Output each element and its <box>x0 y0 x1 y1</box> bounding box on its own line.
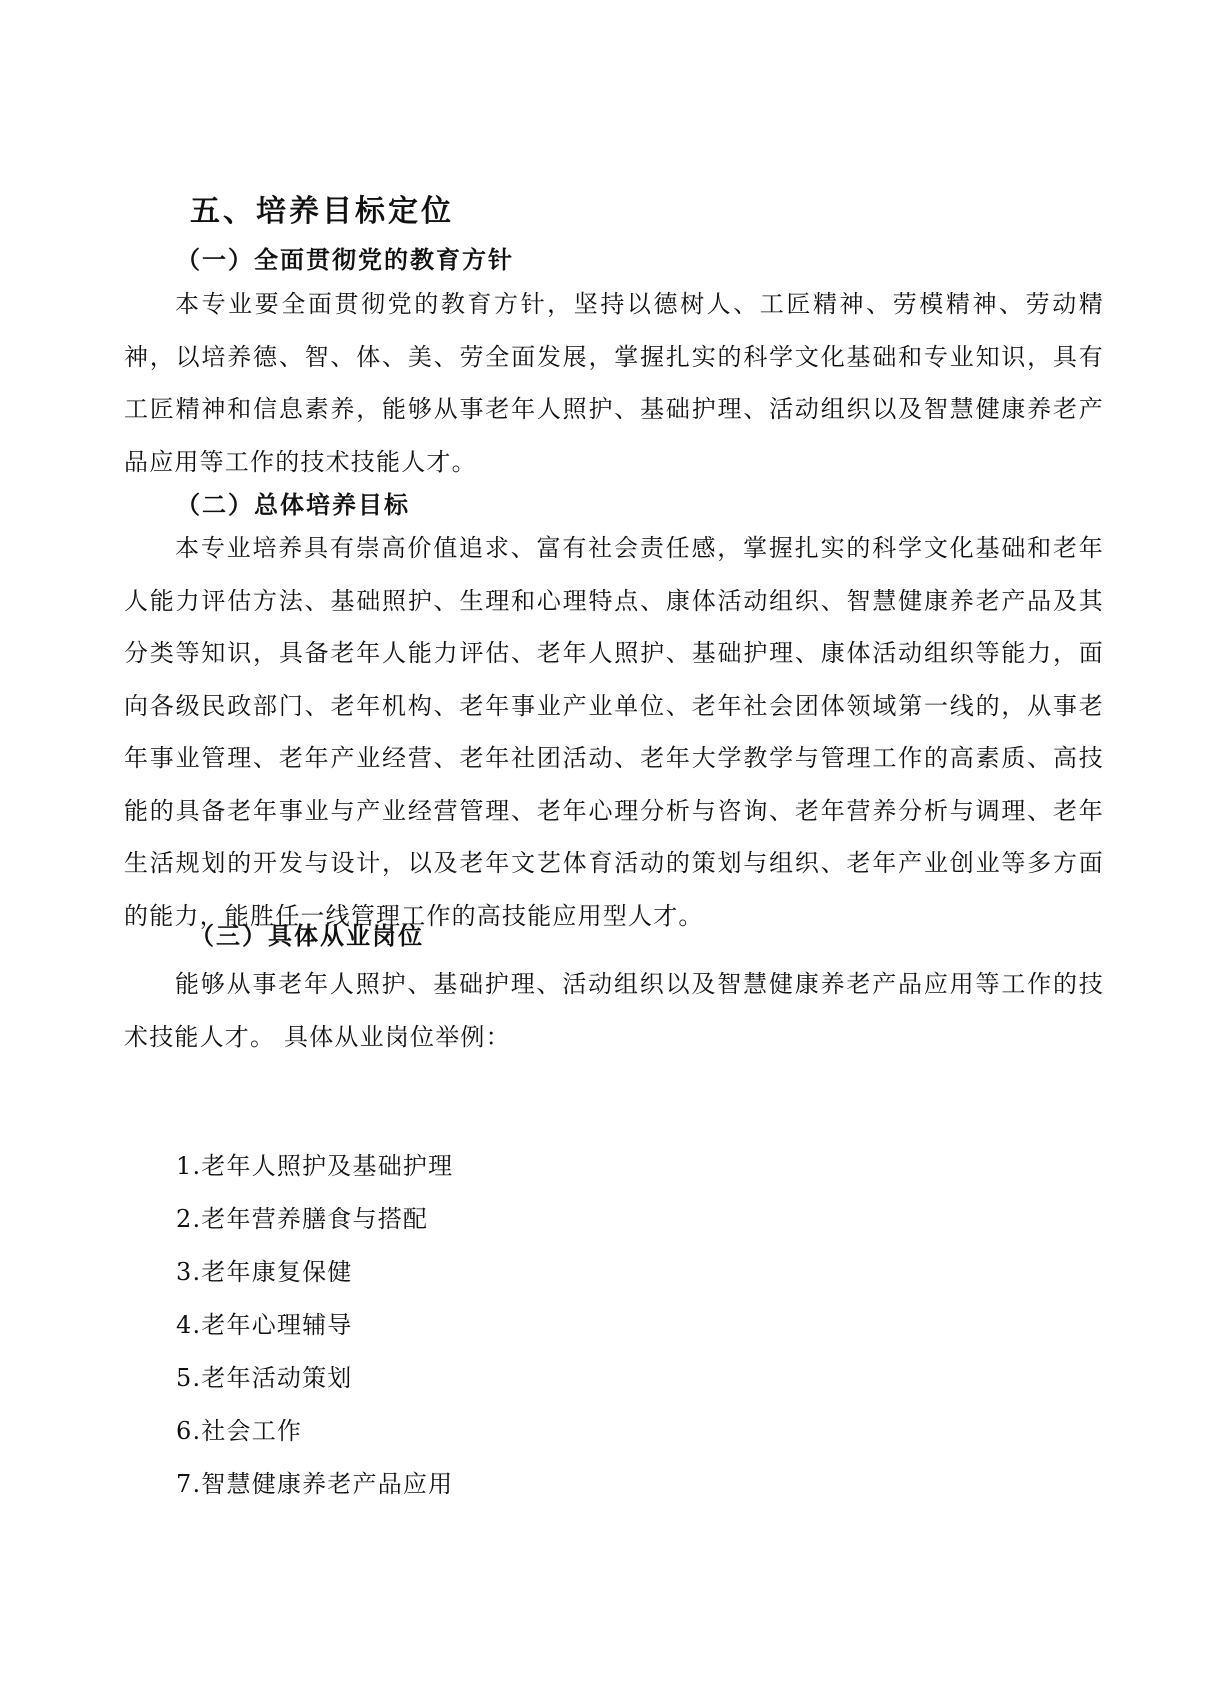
list-item: 4.老年心理辅导 <box>176 1311 353 1339</box>
subsection-paragraph-2: 本专业培养具有崇高价值追求、富有社会责任感，掌握扎实的科学文化基础和老年人能力评估方法、基础照护、生理和心理特点、康体活动组织、智慧健康养老产品及其分类等知识，具备老年人能力评估、老年人照护、基础护理、康体活动组织等能力，面向各级民政部门、老年机构、老年事业产业单位、老年社会团体领域第一线的，从事老年事业管理、老年产业经营、老年社团活动、老年大学教学与管理工作的高素质、高技能的具备老年事业与产业经营管理、老年心理分析与咨询、老年营养分析与调理、老年生活规划的开发与设计，以及老年文艺体育活动的策划与组织、老年产业创业等多方面的能力，能胜任一线管理工作的高技能应用型人才。 <box>124 534 1104 930</box>
list-item: 7.智慧健康养老产品应用 <box>176 1470 454 1498</box>
list-item: 5.老年活动策划 <box>176 1364 353 1392</box>
section-title: 五、培养目标定位 <box>190 194 454 229</box>
subsection-title-3: （三）具体从业岗位 <box>190 922 424 950</box>
subsection-paragraph-3: 能够从事老年人照护、基础护理、活动组织以及智慧健康养老产品应用等工作的技术技能人才。 具体从业岗位举例： <box>124 970 1104 1051</box>
positions-list <box>176 1140 453 1511</box>
subsection-title-1: （一）全面贯彻党的教育方针 <box>176 246 514 274</box>
list-item: 6.社会工作 <box>176 1417 303 1445</box>
list-item: 3.老年康复保健 <box>176 1258 353 1286</box>
list-item: 2.老年营养膳食与搭配 <box>176 1205 429 1233</box>
subsection-title-2: （二）总体培养目标 <box>176 491 410 519</box>
subsection-paragraph-1: 本专业要全面贯彻党的教育方针，坚持以德树人、工匠精神、劳模精神、劳动精神，以培养德、智、体、美、劳全面发展，掌握扎实的科学文化基础和专业知识，具有工匠精神和信息素养，能够从事老年人照护、基础护理、活动组织以及智慧健康养老产品应用等工作的技术技能人才。 <box>124 290 1104 476</box>
list-item: 1.老年人照护及基础护理 <box>176 1152 454 1180</box>
